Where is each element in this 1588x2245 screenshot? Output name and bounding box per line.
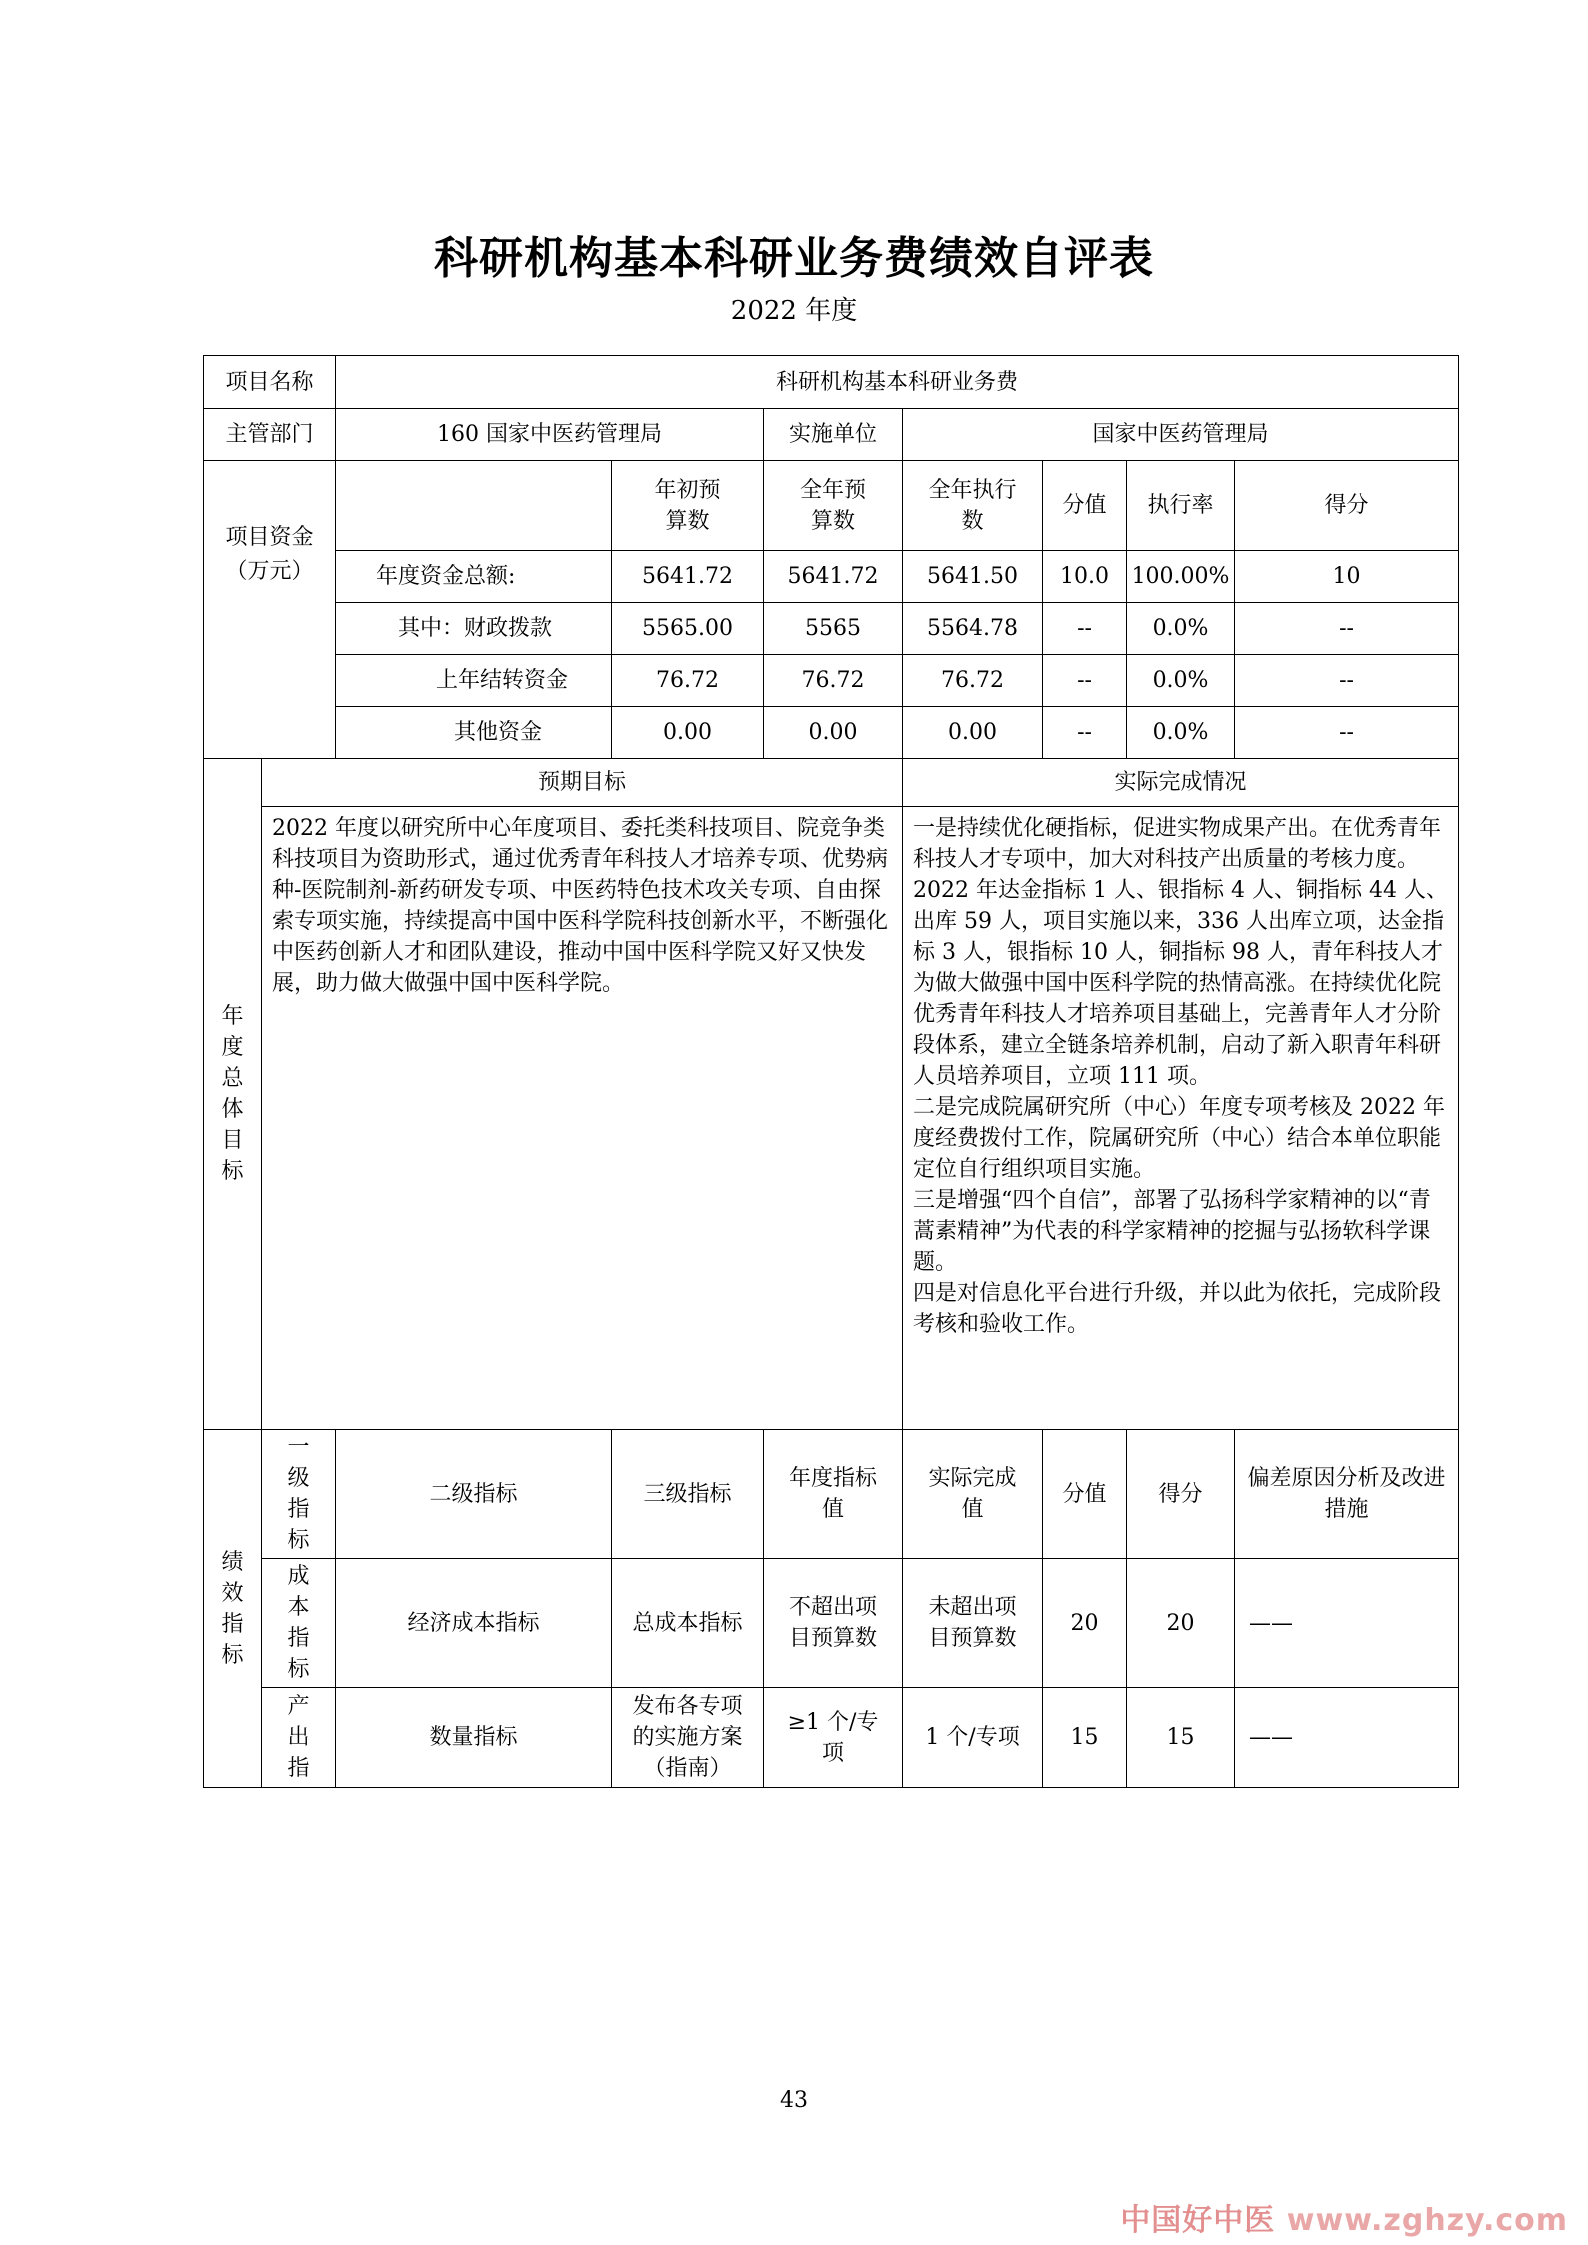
- funds-header-blank: [336, 461, 612, 551]
- ind-actual-text: 未超出项目预算数: [928, 1595, 1017, 1651]
- funds-cell: 76.72: [612, 655, 764, 707]
- ind-weight: 15: [1043, 1688, 1127, 1788]
- page-number: 43: [780, 2088, 808, 2113]
- project-name-value: 科研机构基本科研业务费: [336, 356, 1459, 409]
- funds-cell: 10.0: [1043, 551, 1127, 603]
- unit-label: 实施单位: [764, 409, 903, 461]
- funds-row-name: 上年结转资金: [336, 655, 612, 707]
- funds-cell: --: [1043, 707, 1127, 759]
- ind-level1: [262, 1559, 336, 1688]
- page-subtitle: 2022 年度: [730, 296, 858, 326]
- ind-header-level2: 二级指标: [336, 1430, 612, 1559]
- ind-header-text: 年度指标值: [789, 1466, 878, 1522]
- funds-cell: --: [1235, 603, 1459, 655]
- indicator-row: [204, 1688, 1459, 1788]
- funds-cell: 0.00: [903, 707, 1043, 759]
- funds-row-name: 年度资金总额:: [336, 551, 612, 603]
- ind-header-target: [764, 1430, 903, 1559]
- project-name-label: 项目名称: [204, 356, 336, 409]
- unit-value: 国家中医药管理局: [903, 409, 1459, 461]
- ind-header-text: 实际完成值: [928, 1466, 1017, 1522]
- ind-header-score: 得分: [1127, 1430, 1235, 1559]
- funds-cell: --: [1235, 655, 1459, 707]
- ind-level1-text: 产出指: [287, 1694, 310, 1781]
- ind-header-text: 一级指标: [287, 1435, 310, 1553]
- watermark: [1120, 2195, 1568, 2239]
- funds-header-executed: [903, 461, 1043, 551]
- funds-cell: --: [1043, 655, 1127, 707]
- ind-level2: 数量指标: [336, 1688, 612, 1788]
- ind-score: 15: [1127, 1688, 1235, 1788]
- ind-remark: ——: [1235, 1559, 1459, 1688]
- funds-header-weight: 分值: [1043, 461, 1127, 551]
- evaluation-table: [203, 355, 1459, 1788]
- watermark-cn: 中国好中医: [1120, 2203, 1276, 2238]
- ind-level3: [612, 1688, 764, 1788]
- ind-remark: ——: [1235, 1688, 1459, 1788]
- ind-target: [764, 1559, 903, 1688]
- dept-label: 主管部门: [204, 409, 336, 461]
- funds-row-name: 其他资金: [336, 707, 612, 759]
- funds-header-text: 全年执行数: [928, 477, 1017, 534]
- funds-row: [204, 551, 1459, 603]
- page-title: 科研机构基本科研业务费绩效自评表: [434, 233, 1154, 284]
- funds-header-annual: [764, 461, 903, 551]
- indicator-row: [204, 1559, 1459, 1688]
- ind-level3: 总成本指标: [612, 1559, 764, 1688]
- ind-header-actual: [903, 1430, 1043, 1559]
- funds-cell: 5565.00: [612, 603, 764, 655]
- ind-level1-text: 成本指标: [287, 1564, 310, 1682]
- actual-header: 实际完成情况: [903, 759, 1459, 807]
- funds-header-score: 得分: [1235, 461, 1459, 551]
- funds-cell: 5641.50: [903, 551, 1043, 603]
- ind-level2: 经济成本指标: [336, 1559, 612, 1688]
- actual-text: [903, 807, 1459, 1430]
- funds-cell: 76.72: [903, 655, 1043, 707]
- ind-header-level3: 三级指标: [612, 1430, 764, 1559]
- actual-paragraph: 二是完成院属研究所（中心）年度专项考核及 2022 年度经费拨付工作，院属研究所（中心）结合本单位职能定位自行组织项目实施。: [913, 1095, 1445, 1182]
- expected-header: 预期目标: [262, 759, 903, 807]
- watermark-url: www.zghzy.com: [1286, 2203, 1568, 2238]
- funds-cell: 5641.72: [612, 551, 764, 603]
- funds-row: [204, 603, 1459, 655]
- ind-actual: 1 个/专项: [903, 1688, 1043, 1788]
- funds-header-text: 年初预算数: [654, 477, 721, 534]
- ind-target-text: 不超出项目预算数: [789, 1595, 878, 1651]
- dept-value: 160 国家中医药管理局: [336, 409, 764, 461]
- funds-cell: 5565: [764, 603, 903, 655]
- funds-header-initial: [612, 461, 764, 551]
- ind-score: 20: [1127, 1559, 1235, 1688]
- funds-cell: 0.00: [612, 707, 764, 759]
- funds-header-text: 全年预算数: [800, 477, 867, 534]
- funds-cell: 10: [1235, 551, 1459, 603]
- ind-target: [764, 1688, 903, 1788]
- funds-cell: 100.00%: [1127, 551, 1235, 603]
- actual-paragraph: 一是持续优化硬指标，促进实物成果产出。在优秀青年科技人才专项中，加大对科技产出质量的考核力度。2022 年达金指标 1 人、银指标 4 人、铜指标 44 人、出库 59 人，项目实施以来，336 人出库立项，达金指标 3 人，银指标 10 人，铜指标 98 人，青年科技人才为做大做强中国中医科学院的热情高涨。在持续优化院优秀青年科技人才培养项目基础上，完善青年人才分阶段体系，建立全链条培养机制，启动了新入职青年科研人员培养项目，立项 111 项。: [913, 816, 1448, 1089]
- ind-weight: 20: [1043, 1559, 1127, 1688]
- funds-cell: 5641.72: [764, 551, 903, 603]
- funds-cell: 0.00: [764, 707, 903, 759]
- funds-row: [204, 655, 1459, 707]
- ind-actual: [903, 1559, 1043, 1688]
- ind-level1: [262, 1688, 336, 1788]
- indicators-label-text: 绩效指标: [221, 1549, 244, 1668]
- indicators-label: [204, 1430, 262, 1788]
- ind-level3-text: 发布各专项的实施方案（指南）: [632, 1694, 743, 1781]
- funds-cell: 0.0%: [1127, 707, 1235, 759]
- funds-cell: 5564.78: [903, 603, 1043, 655]
- expected-text: 2022 年度以研究所中心年度项目、委托类科技项目、院竞争类科技项目为资助形式，通过优秀青年科技人才培养专项、优势病种-医院制剂-新药研发专项、中医药特色技术攻关专项、自由探索专项实施，持续提高中国中医科学院科技创新水平，不断强化中医药创新人才和团队建设，推动中国中医科学院又好又快发展，助力做大做强中国中医科学院。: [262, 807, 903, 1430]
- ind-header-level1: [262, 1430, 336, 1559]
- funds-label-text: 项目资金（万元）: [225, 525, 314, 584]
- goals-label-text: 年度总体目标: [221, 1004, 244, 1184]
- goals-label: [204, 759, 262, 1430]
- ind-header-remark: [1235, 1430, 1459, 1559]
- ind-header-text: 偏差原因分析及改进措施: [1247, 1466, 1446, 1522]
- funds-cell: 0.0%: [1127, 655, 1235, 707]
- ind-target-text: ≥1 个/专项: [787, 1709, 879, 1766]
- funds-row: [204, 707, 1459, 759]
- funds-cell: --: [1235, 707, 1459, 759]
- funds-row-name: 其中：财政拨款: [336, 603, 612, 655]
- funds-header-rate: 执行率: [1127, 461, 1235, 551]
- funds-cell: 0.0%: [1127, 603, 1235, 655]
- funds-cell: 76.72: [764, 655, 903, 707]
- actual-paragraph: 四是对信息化平台进行升级，并以此为依托，完成阶段考核和验收工作。: [913, 1281, 1442, 1337]
- ind-header-weight: 分值: [1043, 1430, 1127, 1559]
- actual-paragraph: 三是增强“四个自信”，部署了弘扬科学家精神的以“青蒿素精神”为代表的科学家精神的挖掘与弘扬软科学课题。: [913, 1188, 1431, 1275]
- funds-label: [204, 461, 336, 759]
- funds-cell: --: [1043, 603, 1127, 655]
